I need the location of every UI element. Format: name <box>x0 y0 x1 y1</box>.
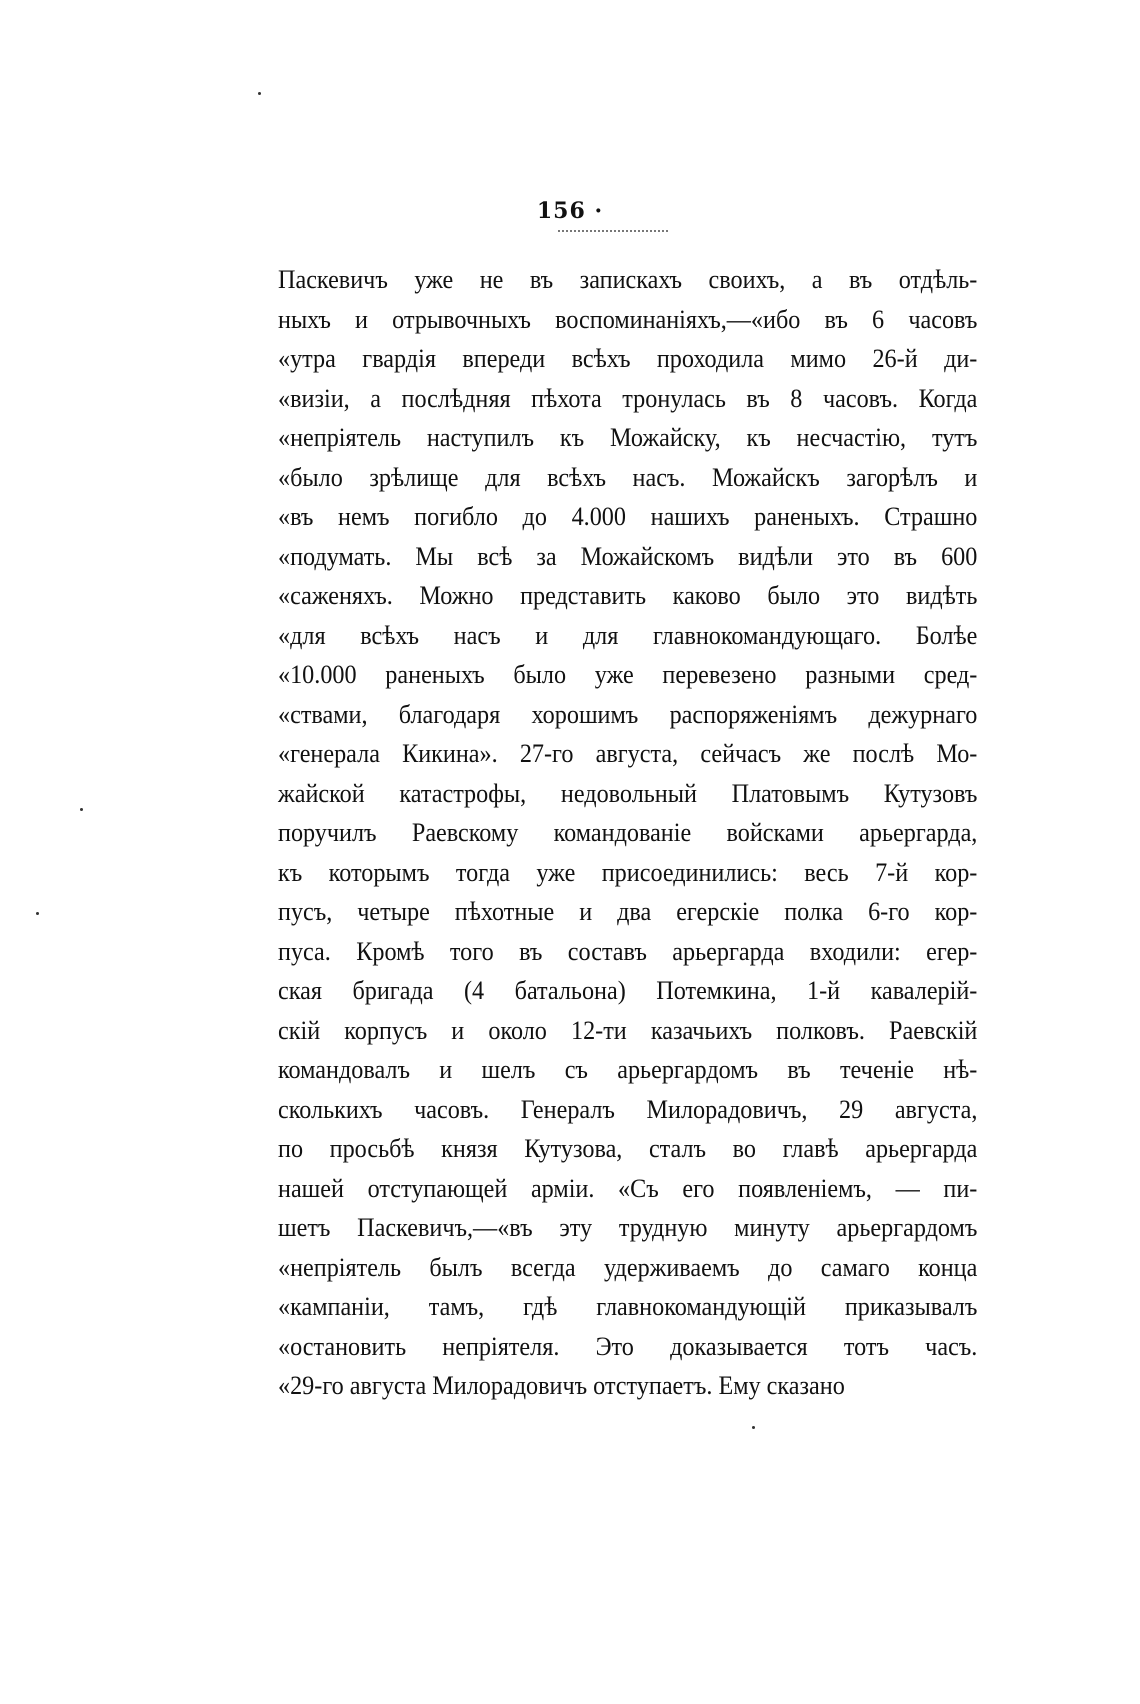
text-line: «ствами, благодаря хорошимъ распоряженіямъ дежурнаго <box>278 699 978 729</box>
text-line: пуса. Кромѣ того въ составъ арьергарда входили: егер- <box>278 936 978 966</box>
text-line: по просьбѣ князя Кутузова, сталъ во главѣ арьергарда <box>278 1134 978 1163</box>
text-line: «подумать. Мы всѣ за Можайскомъ видѣли это въ 600 <box>278 541 978 571</box>
text-line: «утра гвардія впереди всѣхъ проходила мимо 26-й ди- <box>278 344 978 373</box>
text-line: «было зрѣлище для всѣхъ насъ. Можайскъ загорѣлъ и <box>278 462 978 492</box>
text-line: нашей отступающей арміи. «Съ его появленіемъ, — пи- <box>278 1173 978 1203</box>
text-line: жайской катастрофы, недовольный Платовымъ Кутузовъ <box>278 778 978 808</box>
paper-speck <box>752 1426 755 1429</box>
text-line: «кампаніи, тамъ, гдѣ главнокомандующій приказывалъ <box>278 1292 978 1321</box>
text-line: Паскевичъ уже не въ запискахъ своихъ, а въ отдѣль- <box>278 265 978 294</box>
text-line: командовалъ и шелъ съ арьергардомъ въ теченіе нѣ- <box>278 1055 978 1084</box>
paper-speck <box>258 92 261 95</box>
text-line: ская бригада (4 батальона) Потемкина, 1-й кавалерій- <box>278 976 978 1005</box>
text-line: «29-го августа Милорадовичъ отступаетъ. Ему сказано <box>278 1371 845 1400</box>
text-line: сколькихъ часовъ. Генералъ Милорадовичъ, 29 августа, <box>278 1094 978 1124</box>
text-line: «визіи, а послѣдняя пѣхота тронулась въ 8 часовъ. Когда <box>278 383 978 413</box>
text-line: ныхъ и отрывочныхъ воспоминаніяхъ,—«ибо въ 6 часовъ <box>278 304 978 334</box>
text-line: «для всѣхъ насъ и для главнокомандующаго. Болѣе <box>278 620 978 650</box>
text-line: скій корпусъ и около 12-ти казачьихъ полковъ. Раевскій <box>278 1015 978 1045</box>
text-line: къ которымъ тогда уже присоединились: весь 7-й кор- <box>278 857 978 887</box>
body-text <box>278 260 978 1406</box>
text-line: «саженяхъ. Можно представить каково было это видѣть <box>278 581 978 610</box>
text-line: «въ немъ погибло до 4.000 нашихъ раненыхъ. Страшно <box>278 502 978 531</box>
text-line: шетъ Паскевичъ,—«въ эту трудную минуту арьергардомъ <box>278 1213 978 1242</box>
text-line: «непріятель былъ всегда удерживаемъ до самаго конца <box>278 1252 978 1282</box>
text-line: «генерала Кикина». 27-го августа, сейчасъ же послѣ Мо- <box>278 739 978 768</box>
page-number: 156 · <box>536 198 604 224</box>
text-line: «остановить непріятеля. Это доказывается тотъ часъ. <box>278 1331 978 1361</box>
text-line: поручилъ Раевскому командованіе войсками арьергарда, <box>278 818 978 847</box>
paper-speck <box>80 808 83 811</box>
page-number-rule <box>558 230 668 236</box>
text-line: «непріятель наступилъ къ Можайску, къ несчастію, тутъ <box>278 423 978 452</box>
text-line: «10.000 раненыхъ было уже перевезено разными сред- <box>278 660 978 689</box>
text-line: пусъ, четыре пѣхотные и два егерскіе полка 6-го кор- <box>278 897 978 926</box>
paper-speck <box>36 912 39 915</box>
